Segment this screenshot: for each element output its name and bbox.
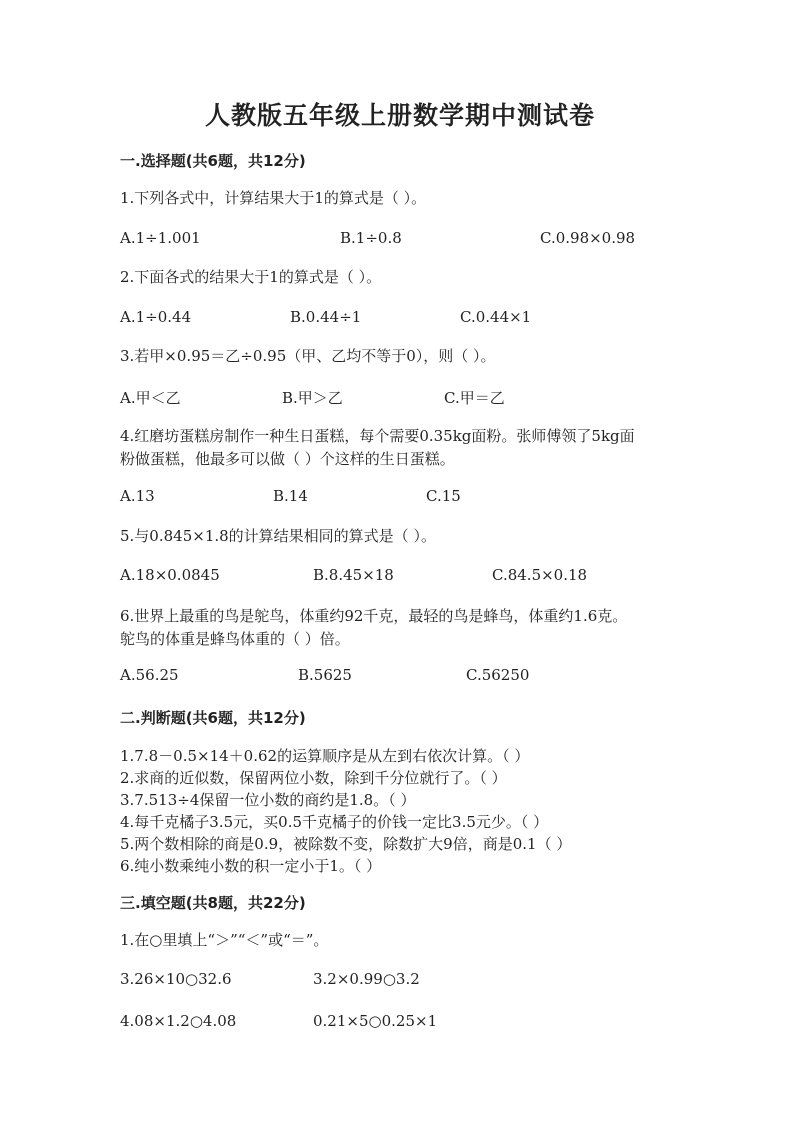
question-1: 1.下列各式中，计算结果大于1的算式是（ ）。 bbox=[120, 189, 427, 207]
q5-option-c: C.84.5×0.18 bbox=[492, 566, 588, 584]
q6-option-b: B.5625 bbox=[298, 666, 352, 684]
q4-option-c: C.15 bbox=[426, 487, 461, 505]
judge-item-4: 4.每千克橘子3.5元，买0.5千克橘子的价钱一定比3.5元少。（ ） bbox=[120, 813, 549, 831]
question-4-line-1: 4.红磨坊蛋糕房制作一种生日蛋糕，每个需要0.35kg面粉。张师傅领了5kg面 bbox=[120, 427, 635, 445]
question-4-line-2: 粉做蛋糕，他最多可以做（ ）个这样的生日蛋糕。 bbox=[120, 450, 455, 468]
q4-option-a: A.13 bbox=[120, 487, 155, 505]
q6-option-c: C.56250 bbox=[466, 666, 530, 684]
q4-option-b: B.14 bbox=[273, 487, 308, 505]
question-2: 2.下面各式的结果大于1的算式是（ ）。 bbox=[120, 268, 382, 286]
q3-option-b: B.甲＞乙 bbox=[282, 389, 343, 407]
q6-option-a: A.56.25 bbox=[120, 666, 179, 684]
q1-option-b: B.1÷0.8 bbox=[340, 229, 402, 247]
exam-title: 人教版五年级上册数学期中测试卷 bbox=[204, 101, 595, 130]
question-6-line-1: 6.世界上最重的鸟是鸵鸟，体重约92千克，最轻的鸟是蜂鸟，体重约1.6克。 bbox=[120, 607, 628, 625]
section-3-heading: 三.填空题(共8题，共22分) bbox=[120, 894, 306, 912]
q3-option-c: C.甲＝乙 bbox=[444, 389, 505, 407]
q5-option-b: B.8.45×18 bbox=[313, 566, 394, 584]
judge-item-1: 1.7.8－0.5×14＋0.62的运算顺序是从左到右依次计算。（ ） bbox=[120, 747, 530, 765]
q5-option-a: A.18×0.0845 bbox=[120, 566, 220, 584]
question-6-line-2: 鸵鸟的体重是蜂鸟体重的（ ）倍。 bbox=[120, 630, 350, 648]
compare-item: 3.2×0.99○3.2 bbox=[313, 970, 420, 988]
compare-item: 3.26×10○32.6 bbox=[120, 970, 232, 988]
q3-option-a: A.甲＜乙 bbox=[120, 389, 181, 407]
compare-item: 0.21×5○0.25×1 bbox=[313, 1012, 438, 1030]
section-2-heading: 二.判断题(共6题，共12分) bbox=[120, 709, 306, 727]
question-3: 3.若甲×0.95＝乙÷0.95（甲、乙均不等于0），则（ ）。 bbox=[120, 347, 496, 365]
question-5: 5.与0.845×1.8的计算结果相同的算式是（ ）。 bbox=[120, 527, 436, 545]
q1-option-c: C.0.98×0.98 bbox=[540, 229, 636, 247]
fill-question-1: 1.在○里填上“＞”“＜”或“＝”。 bbox=[120, 931, 329, 949]
judge-item-5: 5.两个数相除的商是0.9，被除数不变，除数扩大9倍，商是0.1（ ） bbox=[120, 835, 572, 853]
compare-item: 4.08×1.2○4.08 bbox=[120, 1012, 237, 1030]
q2-option-a: A.1÷0.44 bbox=[120, 308, 192, 326]
section-1-heading: 一.选择题(共6题，共12分) bbox=[120, 152, 306, 170]
judge-item-3: 3.7.513÷4保留一位小数的商约是1.8。（ ） bbox=[120, 791, 416, 809]
q2-option-b: B.0.44÷1 bbox=[290, 308, 362, 326]
judge-item-6: 6.纯小数乘纯小数的积一定小于1。（ ） bbox=[120, 857, 382, 875]
judge-item-2: 2.求商的近似数，保留两位小数，除到千分位就行了。（ ） bbox=[120, 769, 507, 787]
q1-option-a: A.1÷1.001 bbox=[120, 229, 201, 247]
q2-option-c: C.0.44×1 bbox=[460, 308, 532, 326]
